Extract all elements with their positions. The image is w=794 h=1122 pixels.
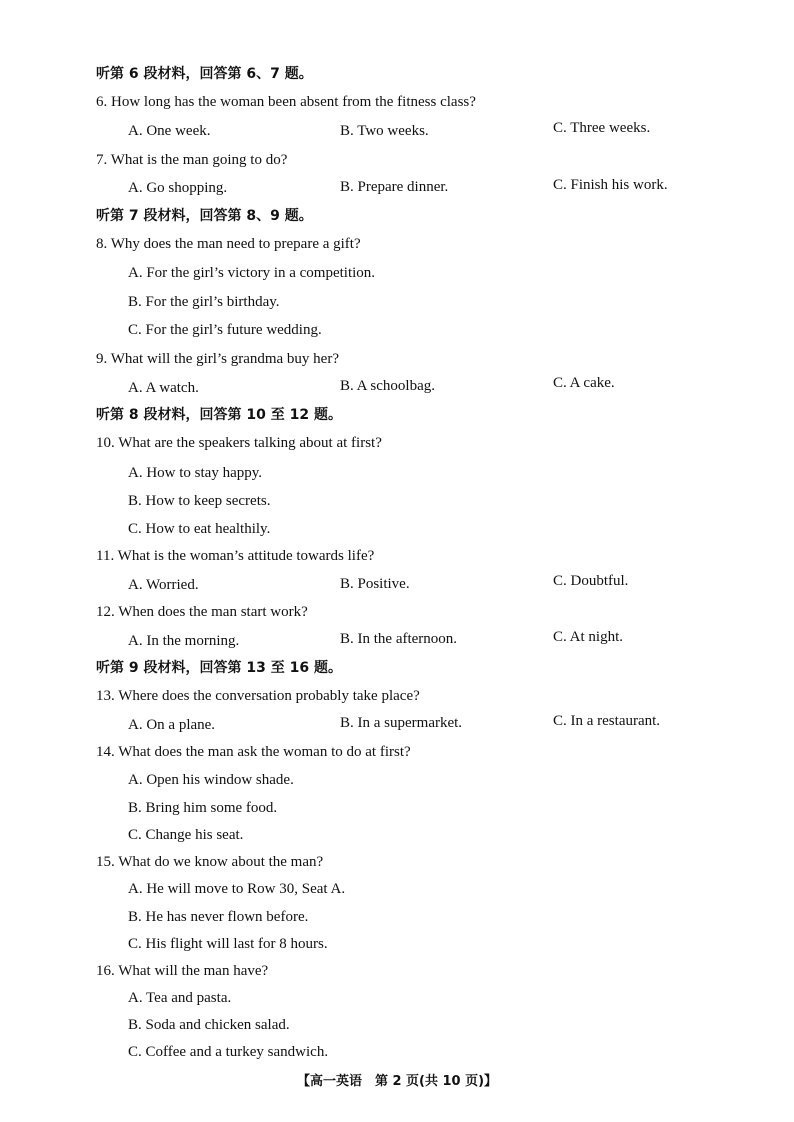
question-8: 8. Why does the man need to prepare a gift? — [96, 236, 361, 252]
page-footer: 【高一英语 第 2 页(共 10 页)】 — [296, 1074, 498, 1089]
q16-option-b: B. Soda and chicken salad. — [128, 1017, 290, 1033]
q16-option-a: A. Tea and pasta. — [128, 990, 232, 1006]
q9-option-c: C. A cake. — [553, 375, 615, 391]
q7-option-a: A. Go shopping. — [128, 180, 228, 196]
section-heading-7: 听第 7 段材料，回答第 8、9 题。 — [96, 208, 313, 224]
q11-option-c: C. Doubtful. — [553, 573, 629, 589]
q7-option-b: B. Prepare dinner. — [340, 179, 449, 195]
q9-option-a: A. A watch. — [128, 380, 199, 396]
q13-option-a: A. On a plane. — [128, 717, 216, 733]
question-7: 7. What is the man going to do? — [96, 152, 288, 168]
q14-option-b: B. Bring him some food. — [128, 800, 278, 816]
section-heading-6: 听第 6 段材料，回答第 6、7 题。 — [96, 66, 313, 82]
q8-option-a: A. For the girl’s victory in a competition. — [128, 265, 376, 281]
q7-option-c: C. Finish his work. — [553, 177, 668, 193]
question-12: 12. When does the man start work? — [96, 604, 308, 620]
q15-option-b: B. He has never flown before. — [128, 909, 309, 925]
q10-option-c: C. How to eat healthily. — [128, 521, 271, 537]
q10-option-a: A. How to stay happy. — [128, 465, 263, 481]
q15-option-c: C. His flight will last for 8 hours. — [128, 936, 328, 952]
q11-option-a: A. Worried. — [128, 577, 199, 593]
q10-option-b: B. How to keep secrets. — [128, 493, 271, 509]
section-heading-9: 听第 9 段材料，回答第 13 至 16 题。 — [96, 660, 342, 676]
question-10: 10. What are the speakers talking about at first? — [96, 435, 382, 451]
q9-option-b: B. A schoolbag. — [340, 378, 436, 394]
q6-option-b: B. Two weeks. — [340, 123, 429, 139]
q8-option-b: B. For the girl’s birthday. — [128, 294, 280, 310]
q15-option-a: A. He will move to Row 30, Seat A. — [128, 881, 346, 897]
q14-option-a: A. Open his window shade. — [128, 772, 294, 788]
q6-option-a: A. One week. — [128, 123, 211, 139]
q16-option-c: C. Coffee and a turkey sandwich. — [128, 1044, 329, 1060]
question-14: 14. What does the man ask the woman to do at first? — [96, 744, 411, 760]
question-16: 16. What will the man have? — [96, 963, 269, 979]
q13-option-b: B. In a supermarket. — [340, 715, 463, 731]
question-9: 9. What will the girl’s grandma buy her? — [96, 351, 339, 367]
q11-option-b: B. Positive. — [340, 576, 410, 592]
question-15: 15. What do we know about the man? — [96, 854, 324, 870]
q13-option-c: C. In a restaurant. — [553, 713, 661, 729]
question-11: 11. What is the woman’s attitude towards life? — [96, 548, 375, 564]
q12-option-a: A. In the morning. — [128, 633, 240, 649]
section-heading-8: 听第 8 段材料，回答第 10 至 12 题。 — [96, 407, 342, 423]
question-6: 6. How long has the woman been absent from the fitness class? — [96, 94, 476, 110]
q14-option-c: C. Change his seat. — [128, 827, 244, 843]
question-13: 13. Where does the conversation probably take place? — [96, 688, 420, 704]
q12-option-b: B. In the afternoon. — [340, 631, 458, 647]
q6-option-c: C. Three weeks. — [553, 120, 651, 136]
q8-option-c: C. For the girl’s future wedding. — [128, 322, 322, 338]
q12-option-c: C. At night. — [553, 629, 624, 645]
